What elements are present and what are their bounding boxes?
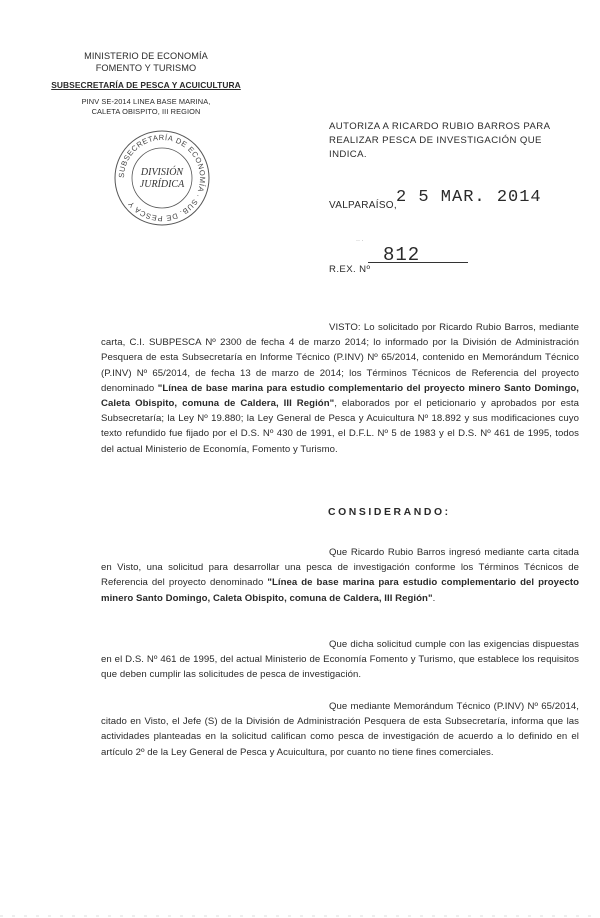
considerando-1-text-1: Que Ricardo Rubio Barros ingresó mediante carta citada en Visto, una solicitud para desarrollar una pesca de investigación conforme los Términos Técnicos de Referencia del proyecto denominado [101, 547, 579, 589]
visto-text-1: Lo solicitado por Ricardo Rubio Barros, mediante carta, C.I. SUBPESCA Nº 2300 de fecha 4 de marzo 2014; lo informado por la División de Administración Pesquera de esta Subsecretaría en Informe Técnico (P.INV) Nº 65/2014, contenido en Memorándum Técnico (P.INV) Nº 65/2014, de fecha 13 de marzo de 2014; los Términos Técnicos de Referencia del proyecto denominado [101, 322, 579, 394]
ministry-line-2: FOMENTO Y TURISMO [95, 63, 197, 73]
resolution-number-underline [368, 262, 468, 263]
subsecretaria-heading: SUBSECRETARÍA DE PESCA Y ACUICULTURA [51, 80, 241, 90]
stamp-ring-text: SUBSECRETARÍA DE ECONOMÍA · SUB. DE PESCA Y [116, 132, 208, 224]
place-label: VALPARAÍSO, [329, 200, 397, 211]
stamp-center-line-2: JURÍDICA [139, 179, 185, 190]
resolution-date: 2 5 MAR. 2014 [396, 188, 542, 207]
resolution-number: 812 [383, 244, 421, 266]
visto-lead: VISTO: [329, 322, 361, 333]
considerando-heading: CONSIDERANDO: [328, 507, 451, 518]
considerando-paragraph-2: Que dicha solicitud cumple con las exigencias dispuestas en el D.S. Nº 461 de 1995, del actual Ministerio de Economía Fomento y Turismo, que establece los requisitos que deben cumplir las solicitudes de pesca de investigación. [101, 639, 579, 681]
stamp-mark: ·· · [356, 238, 364, 244]
resolution-number-label: R.EX. Nº [329, 264, 371, 275]
visto-project-name: "Línea de base marina para estudio complementario del proyecto minero Santo Domingo, Caleta Obispito, comuna de Caldera, III Región" [101, 382, 579, 410]
stamp-center-line-1: DIVISIÓN [140, 167, 184, 178]
reference-line-1: PINV SE-2014 LINEA BASE MARINA, [81, 97, 211, 106]
visto-text-2: , elaborados por el peticionario y aprobados por esta Subsecretaría; la Ley Nº 19.880; la Ley General de Pesca y Acuicultura Nº 18.892 y sus modificaciones cuyo texto refundido fue fijado por el D.S. Nº 430 de 1991, el D.F.L. Nº 5 de 1983 y el D.S. Nº 461 de 1995, todos del actual Ministerio de Economía, Fomento y Turismo. [101, 398, 579, 455]
division-juridica-stamp [112, 128, 212, 228]
considerando-paragraph-3: Que mediante Memorándum Técnico (P.INV) Nº 65/2014, citado en Visto, el Jefe (S) de la División de Administración Pesquera de esta Subsecretaría, informa que las actividades planteadas en la solicitud califican como pesca de investigación de acuerdo a lo definido en el artículo 2º de la Ley General de Pesca y Acuicultura, por cuanto no tiene fines comerciales. [101, 701, 579, 758]
scan-edge-marks [0, 906, 600, 918]
reference-line-2: CALETA OBISPITO, III REGION [91, 107, 201, 116]
visto-paragraph [101, 320, 579, 457]
considerando-1-project-name: "Línea de base marina para estudio complementario del proyecto minero Santo Domingo, Caleta Obispito, comuna de Caldera, III Región" [101, 577, 579, 604]
considerando-paragraph-1 [101, 545, 579, 606]
resolution-summary: AUTORIZA A RICARDO RUBIO BARROS PARA REALIZAR PESCA DE INVESTIGACIÓN QUE INDICA. [329, 121, 550, 160]
considerando-1-text-2: . [432, 592, 436, 604]
ministry-line-1: MINISTERIO DE ECONOMÍA [84, 51, 208, 61]
